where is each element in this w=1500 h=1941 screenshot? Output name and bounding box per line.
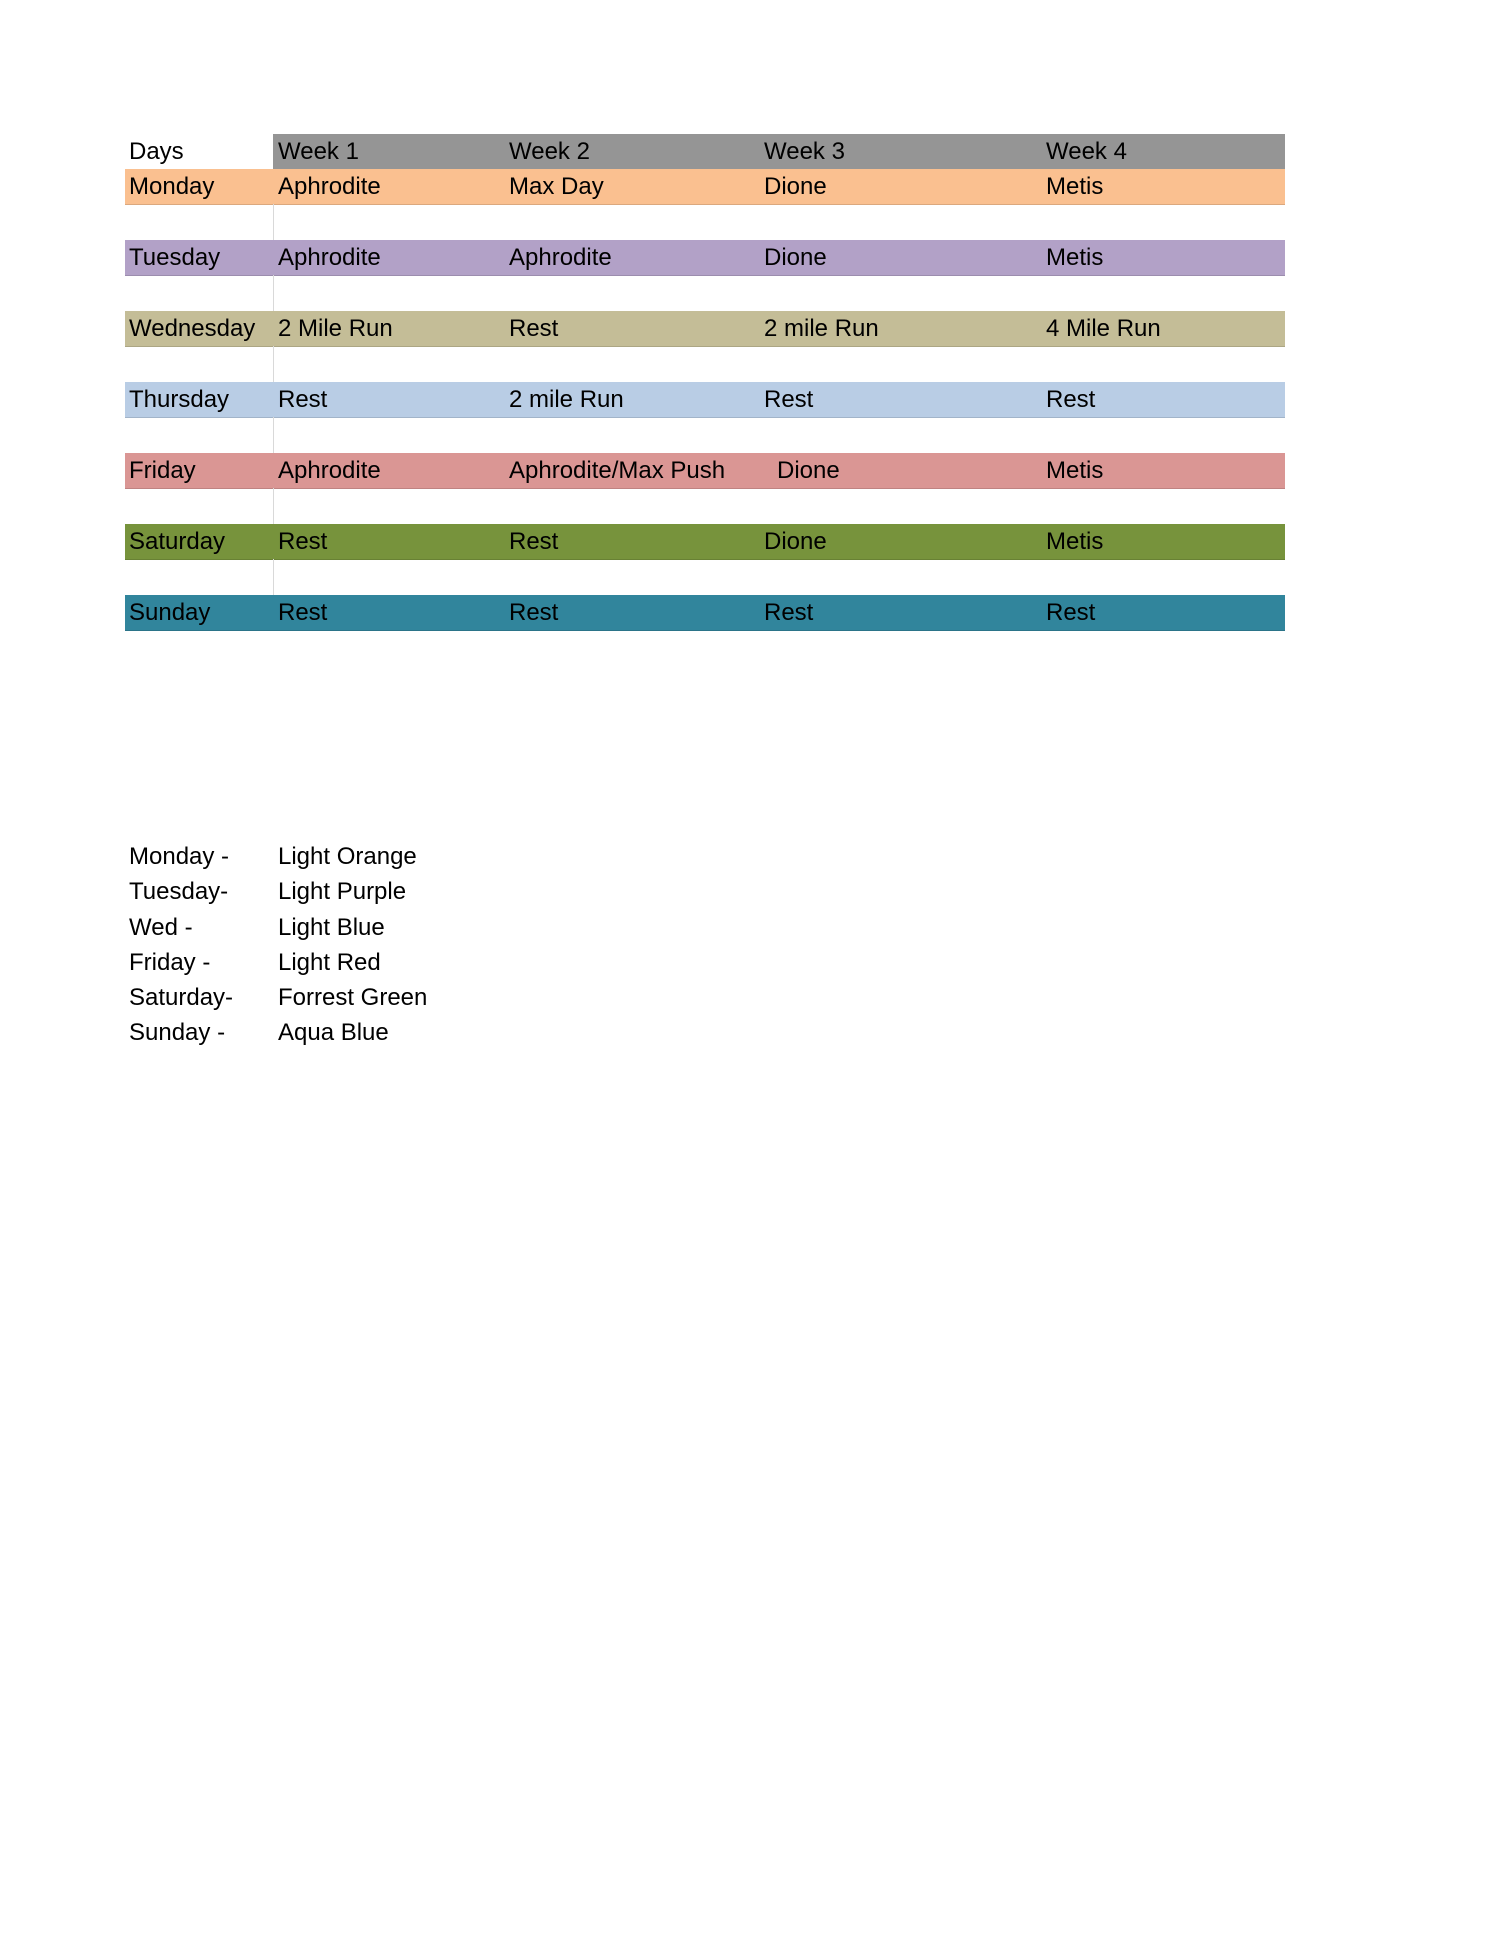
week-4-cell: Metis [1046, 528, 1104, 555]
gridline [273, 204, 274, 240]
week-3-cell: Dione [764, 173, 827, 200]
gridline [273, 488, 274, 524]
week-3-cell: Dione [764, 528, 827, 555]
week-1-header: Week 1 [278, 138, 359, 165]
legend-color-name: Forrest Green [278, 984, 428, 1012]
day-label: Monday [129, 173, 215, 200]
week-4-cell: Metis [1046, 457, 1104, 484]
day-label: Wednesday [129, 315, 256, 342]
week-2-header: Week 2 [509, 138, 590, 165]
week-1-cell: 2 Mile Run [278, 315, 393, 342]
week-3-header: Week 3 [764, 138, 845, 165]
day-label: Tuesday [129, 244, 221, 271]
day-label: Thursday [129, 386, 230, 413]
schedule-row-saturday [125, 524, 1285, 559]
legend-color-name: Light Purple [278, 878, 407, 906]
legend-color-name: Light Red [278, 948, 381, 976]
week-2-cell: Rest [509, 315, 559, 342]
gridline [273, 417, 274, 453]
schedule-row-monday [125, 169, 1285, 204]
days-header: Days [129, 138, 184, 165]
schedule-header-row [125, 134, 1285, 169]
week-1-cell: Rest [278, 599, 328, 626]
schedule-row-friday [125, 453, 1285, 488]
schedule-row-sunday [125, 595, 1285, 630]
week-2-cell: Rest [509, 599, 559, 626]
week-2-cell: Aphrodite [509, 244, 612, 271]
legend-color-name: Light Blue [278, 913, 385, 941]
week-4-cell: 4 Mile Run [1046, 315, 1161, 342]
schedule-row-tuesday [125, 240, 1285, 275]
week-4-cell: Metis [1046, 173, 1104, 200]
week-1-cell: Aphrodite [278, 457, 381, 484]
week-3-cell: Rest [764, 599, 814, 626]
week-1-cell: Rest [278, 386, 328, 413]
gridline [273, 346, 274, 382]
schedule-row-wednesday [125, 311, 1285, 346]
day-label: Sunday [129, 599, 211, 626]
week-3-cell: Rest [764, 386, 814, 413]
week-4-cell: Rest [1046, 599, 1096, 626]
week-4-cell: Rest [1046, 386, 1096, 413]
week-1-cell: Rest [278, 528, 328, 555]
legend-day: Sunday - [129, 1019, 226, 1047]
week-1-cell: Aphrodite [278, 173, 381, 200]
gridline [273, 559, 274, 595]
legend-color-name: Light Orange [278, 843, 417, 870]
week-1-cell: Aphrodite [278, 244, 381, 271]
week-2-cell: Max Day [509, 173, 604, 200]
legend-color-name: Aqua Blue [278, 1019, 389, 1047]
day-label: Friday [129, 457, 196, 484]
week-3-cell: Dione [764, 244, 827, 271]
gridline [273, 275, 274, 311]
week-4-header: Week 4 [1046, 138, 1127, 165]
legend-day: Tuesday- [129, 878, 229, 906]
week-3-cell: Dione [777, 457, 840, 484]
week-2-cell: 2 mile Run [509, 386, 624, 413]
week-3-cell: 2 mile Run [764, 315, 879, 342]
legend-day: Monday - [129, 843, 230, 870]
legend-day: Wed - [129, 913, 193, 941]
legend-day: Saturday- [129, 984, 234, 1012]
week-2-cell: Aphrodite/Max Push [509, 457, 726, 484]
week-4-cell: Metis [1046, 244, 1104, 271]
legend-day: Friday - [129, 948, 211, 976]
schedule-row-thursday [125, 382, 1285, 417]
week-2-cell: Rest [509, 528, 559, 555]
day-label: Saturday [129, 528, 226, 555]
